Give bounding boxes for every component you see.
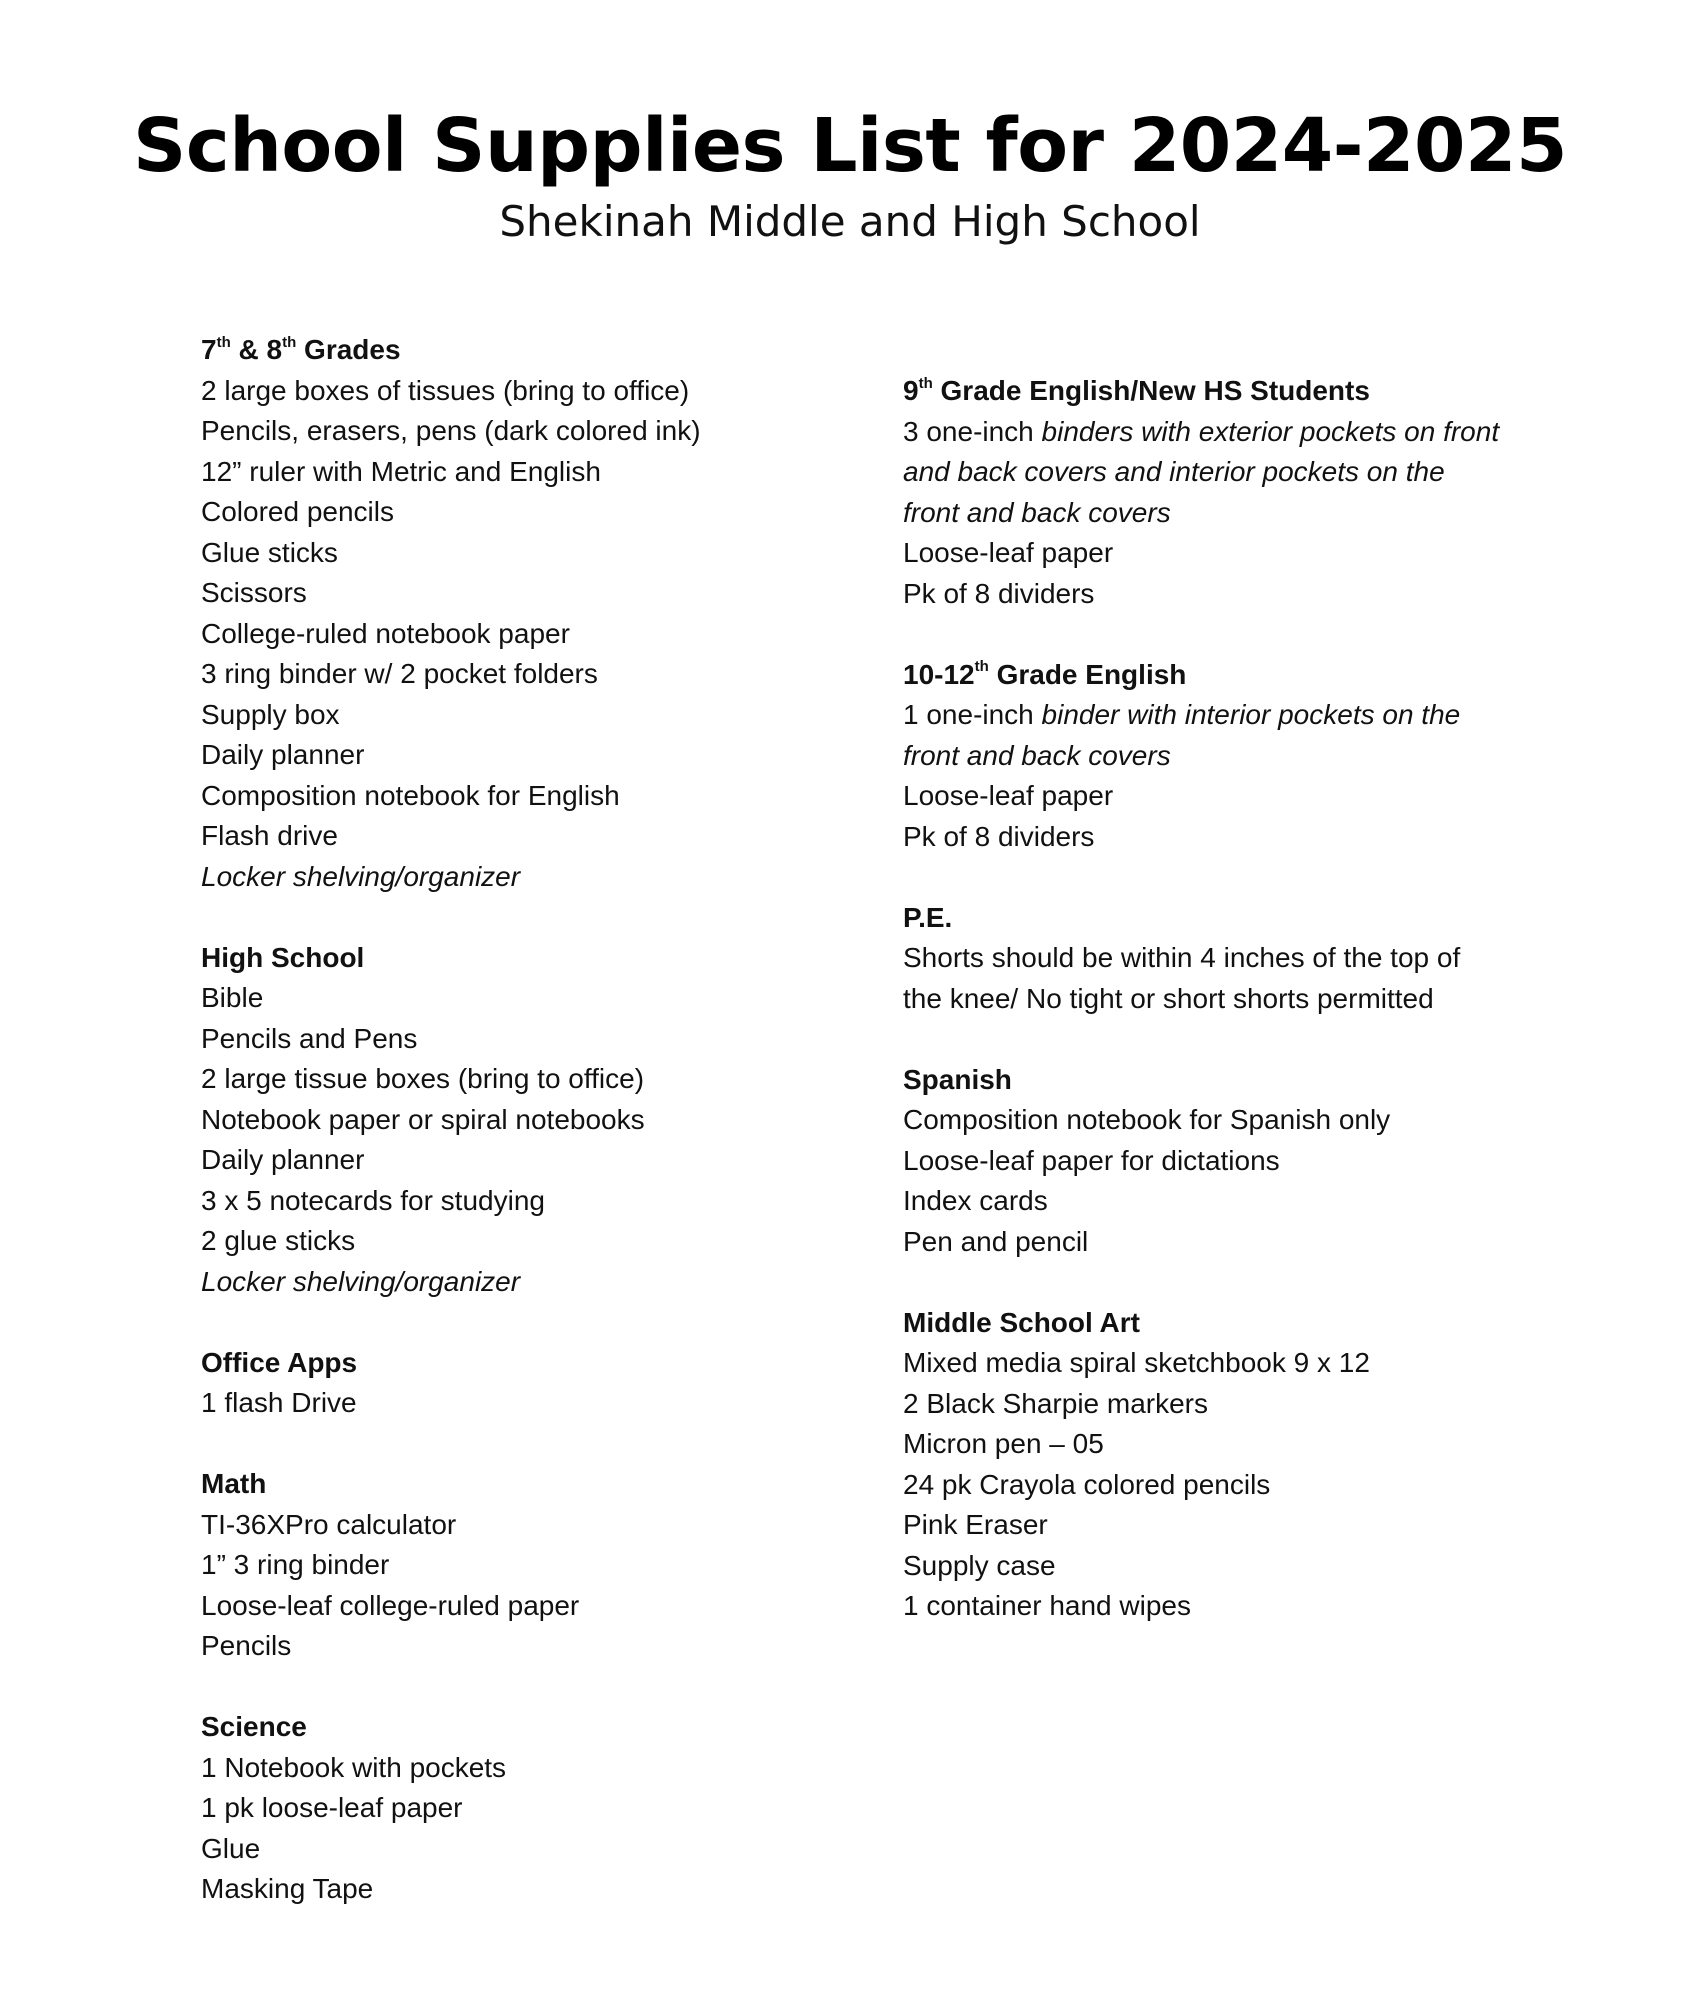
section-heading-office-apps: Office Apps: [201, 1346, 358, 1378]
list-item: 1” 3 ring binder: [201, 1549, 390, 1580]
list-item: 12” ruler with Metric and English: [201, 455, 601, 487]
list-item: Daily planner: [201, 1144, 365, 1175]
section-heading-spanish: Spanish: [903, 1063, 1012, 1095]
list-item: Loose-leaf paper for dictations: [903, 1144, 1280, 1176]
section-grade-10-12-english: [903, 655, 1503, 858]
section-heading-grades-7-8: 7th & 8th Grades: [201, 333, 401, 365]
pe-dress-code: Shorts should be within 4 inches of the top of the knee/ No tight or short shorts permitted: [903, 942, 1461, 1014]
list-item: Pencils: [201, 1630, 292, 1661]
section-grade-9-english: [903, 371, 1503, 614]
list-item: TI-36XPro calculator: [201, 1508, 457, 1540]
list-item: College-ruled notebook paper: [201, 617, 570, 649]
list-item: Pencils and Pens: [201, 1022, 418, 1054]
right-column: [903, 371, 1503, 1667]
section-heading-science: Science: [201, 1711, 307, 1742]
list-item: 1 container hand wipes: [903, 1590, 1191, 1621]
document-title: School Supplies List for 2024-2025: [133, 103, 1567, 189]
section-high-school: [201, 938, 881, 1303]
list-item: Pk of 8 dividers: [903, 577, 1095, 609]
list-item: Pk of 8 dividers: [903, 820, 1095, 852]
list-item: Composition notebook for English: [201, 779, 620, 811]
list-item: 1 pk loose-leaf paper: [201, 1792, 463, 1823]
section-heading-grade-9-english: 9th Grade English/New HS Students: [903, 374, 1370, 406]
section-heading-ms-art: Middle School Art: [903, 1306, 1140, 1338]
binder-requirement: 3 one-inch binders with exterior pockets on front and back covers and interior pockets on the front and back covers: [903, 415, 1500, 528]
list-item-italic: Locker shelving/organizer: [201, 860, 521, 892]
list-item: Notebook paper or spiral notebooks: [201, 1103, 645, 1135]
list-item: Glue sticks: [201, 536, 338, 568]
list-item: Micron pen – 05: [903, 1428, 1104, 1459]
list-item: Loose-leaf college-ruled paper: [201, 1589, 580, 1621]
section-ms-art: [903, 1303, 1503, 1627]
list-item: 1 Notebook with pockets: [201, 1751, 507, 1783]
list-item: Scissors: [201, 577, 307, 608]
list-item: 3 ring binder w/ 2 pocket folders: [201, 658, 598, 689]
section-grades-7-8: [201, 330, 881, 897]
list-item: Daily planner: [201, 739, 365, 770]
list-item: 2 large boxes of tissues (bring to office): [201, 374, 690, 406]
section-heading-high-school: High School: [201, 941, 365, 973]
section-pe: [903, 898, 1503, 1020]
list-item: 2 glue sticks: [201, 1225, 356, 1256]
section-heading-grade-10-12-english: 10-12th Grade English: [903, 658, 1187, 690]
document-header: [0, 100, 1700, 252]
left-column: [201, 330, 881, 1950]
list-item: Index cards: [903, 1185, 1048, 1216]
list-item: Supply case: [903, 1549, 1056, 1581]
list-item: 2 large tissue boxes (bring to office): [201, 1063, 645, 1094]
list-item: Composition notebook for Spanish only: [903, 1104, 1391, 1135]
section-spanish: [903, 1060, 1503, 1263]
list-item: Pink Eraser: [903, 1509, 1048, 1540]
list-item: 24 pk Crayola colored pencils: [903, 1468, 1271, 1500]
list-item: 1 flash Drive: [201, 1387, 357, 1418]
list-item: 3 x 5 notecards for studying: [201, 1184, 545, 1216]
list-item: Pencils, erasers, pens (dark colored ink): [201, 415, 701, 446]
list-item: 2 Black Sharpie markers: [903, 1387, 1209, 1419]
list-item-italic: Locker shelving/organizer: [201, 1265, 521, 1297]
list-item: Bible: [201, 982, 264, 1013]
list-item: Glue: [201, 1832, 261, 1864]
section-science: [201, 1707, 881, 1910]
section-heading-math: Math: [201, 1468, 267, 1499]
list-item: Masking Tape: [201, 1873, 374, 1904]
list-item: Colored pencils: [201, 496, 394, 527]
list-item: Mixed media spiral sketchbook 9 x 12: [903, 1347, 1370, 1378]
section-heading-pe: P.E.: [903, 901, 953, 933]
list-item: Pen and pencil: [903, 1225, 1089, 1257]
section-office-apps: [201, 1343, 881, 1424]
list-item: Loose-leaf paper: [903, 780, 1114, 811]
binder-requirement: 1 one-inch binder with interior pockets on the front and back covers: [903, 699, 1461, 771]
section-math: [201, 1464, 881, 1667]
list-item: Flash drive: [201, 820, 338, 851]
list-item: Loose-leaf paper: [903, 537, 1114, 568]
document-subtitle: Shekinah Middle and High School: [499, 197, 1201, 246]
list-item: Supply box: [201, 698, 340, 730]
